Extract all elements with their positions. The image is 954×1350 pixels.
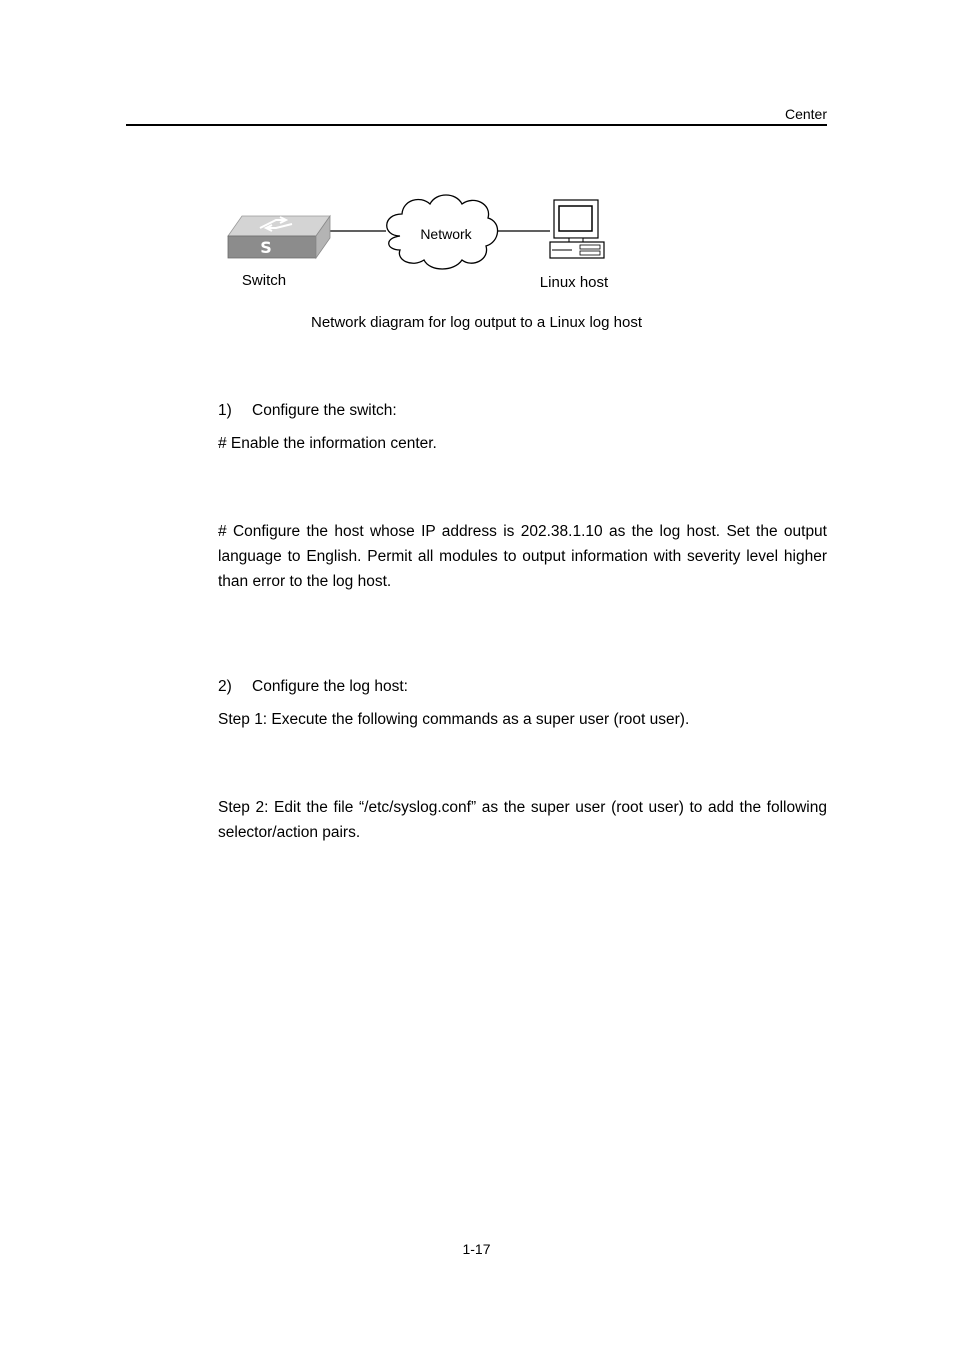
step-label: Configure the log host: [252, 678, 408, 695]
switch-label: Switch [241, 272, 287, 289]
paragraph-step2: Step 2: Edit the file “/etc/syslog.conf” as the super user (root user) to add the following selector/action pairs. [218, 799, 827, 841]
step-item-configure-log-host [218, 678, 408, 696]
switch-icon [228, 216, 330, 258]
header-title: Center [784, 106, 827, 122]
network-label: Network [420, 226, 472, 242]
step-label: Configure the switch: [252, 402, 397, 419]
step-item-configure-switch [218, 402, 397, 420]
paragraph-step1: Step 1: Execute the following commands as a super user (root user). [218, 711, 690, 728]
host-label: Linux host [539, 274, 609, 291]
figure-caption: Network diagram for log output to a Linux log host [310, 314, 643, 331]
svg-text:S: S [260, 238, 272, 257]
page-number: 1-17 [462, 1241, 491, 1257]
paragraph-configure-log-host: # Configure the host whose IP address is 202.38.1.10 as the log host. Set the output language to English. Permit all modules to output information with severity level higher than error to the log host. [218, 523, 827, 590]
header-rule [126, 124, 827, 126]
computer-icon [550, 200, 604, 258]
step-number: 2) [218, 678, 232, 695]
network-diagram [200, 180, 660, 310]
step-number: 1) [218, 402, 232, 419]
paragraph-enable-info-center: # Enable the information center. [218, 435, 437, 452]
